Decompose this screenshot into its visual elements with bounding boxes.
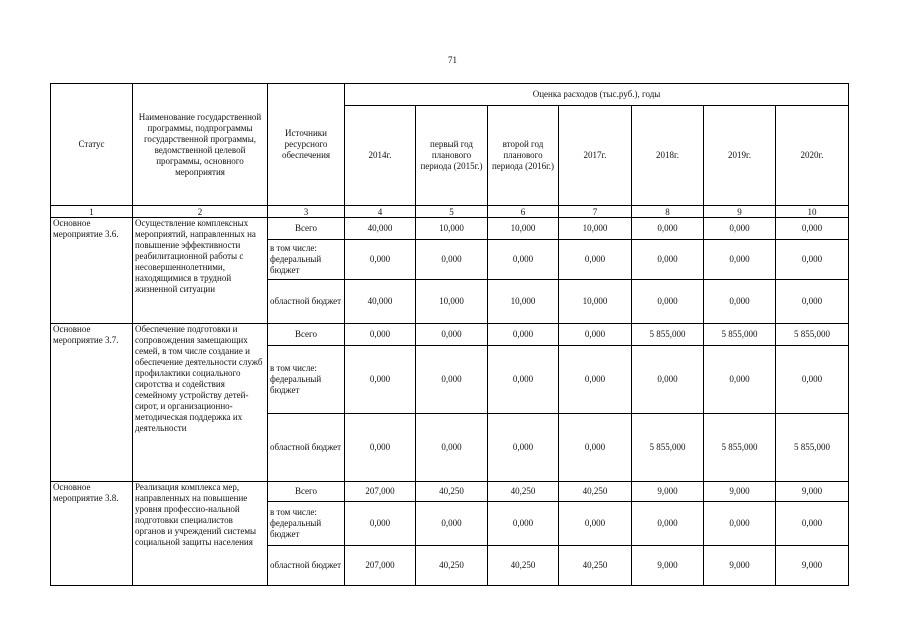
value-cell: 0,000 [559, 346, 632, 414]
funding-source: в том числе: федеральный бюджет [268, 240, 345, 280]
column-number: 7 [559, 206, 632, 218]
value-cell: 10,000 [559, 280, 632, 324]
value-cell: 0,000 [416, 414, 488, 482]
header-status: Статус [51, 84, 133, 206]
header-source: Источники ресурсного обеспечения [268, 84, 345, 206]
value-cell: 207,000 [345, 546, 416, 586]
value-cell: 9,000 [776, 546, 849, 586]
header-expense-group: Оценка расходов (тыс.руб.), годы [345, 84, 849, 106]
value-cell: 0,000 [704, 240, 776, 280]
funding-source: в том числе: федеральный бюджет [268, 502, 345, 546]
value-cell: 0,000 [345, 414, 416, 482]
funding-source: Всего [268, 482, 345, 502]
value-cell: 40,250 [416, 546, 488, 586]
value-cell: 0,000 [488, 346, 559, 414]
value-cell: 0,000 [416, 240, 488, 280]
column-number: 4 [345, 206, 416, 218]
value-cell: 10,000 [416, 280, 488, 324]
value-cell: 40,000 [345, 218, 416, 240]
value-cell: 5 855,000 [704, 414, 776, 482]
column-number: 6 [488, 206, 559, 218]
header-year: второй год планового периода (2016г.) [488, 106, 559, 206]
value-cell: 10,000 [488, 218, 559, 240]
value-cell: 10,000 [488, 280, 559, 324]
value-cell: 207,000 [345, 482, 416, 502]
value-cell: 0,000 [776, 218, 849, 240]
funding-source: областной бюджет [268, 414, 345, 482]
value-cell: 0,000 [632, 218, 704, 240]
column-number: 3 [268, 206, 345, 218]
header-name: Наименование государственной программы, подпрограммы государственной программы, ведомственной целевой программы, основного мероприятия [133, 84, 268, 206]
value-cell: 0,000 [632, 502, 704, 546]
header-year: первый год планового периода (2015г.) [416, 106, 488, 206]
value-cell: 5 855,000 [632, 324, 704, 346]
activity-status: Основное мероприятие 3.6. [51, 218, 133, 324]
value-cell: 0,000 [632, 240, 704, 280]
value-cell: 40,250 [488, 482, 559, 502]
header-year: 2017г. [559, 106, 632, 206]
activity-name: Обеспечение подготовки и сопровождения замещающих семей, в том числе создание и обеспечение деятельности служб профилактики социального сиротства и содействия семейному устройству детей-сирот, и организационно-методическая поддержка их деятельности [133, 324, 268, 482]
value-cell: 0,000 [416, 502, 488, 546]
column-number: 8 [632, 206, 704, 218]
column-number: 10 [776, 206, 849, 218]
table-row [51, 482, 849, 502]
value-cell: 0,000 [776, 346, 849, 414]
value-cell: 40,000 [345, 280, 416, 324]
value-cell: 9,000 [704, 482, 776, 502]
table-row [51, 218, 849, 240]
value-cell: 0,000 [704, 218, 776, 240]
value-cell: 0,000 [416, 346, 488, 414]
header-year: 2018г. [632, 106, 704, 206]
column-number: 5 [416, 206, 488, 218]
value-cell: 0,000 [559, 414, 632, 482]
value-cell: 0,000 [704, 502, 776, 546]
value-cell: 0,000 [559, 324, 632, 346]
value-cell: 0,000 [345, 240, 416, 280]
value-cell: 0,000 [488, 240, 559, 280]
funding-source: областной бюджет [268, 280, 345, 324]
value-cell: 5 855,000 [776, 324, 849, 346]
header-year: 2020г. [776, 106, 849, 206]
activity-status: Основное мероприятие 3.8. [51, 482, 133, 586]
value-cell: 0,000 [345, 346, 416, 414]
value-cell: 9,000 [776, 482, 849, 502]
value-cell: 0,000 [345, 502, 416, 546]
value-cell: 5 855,000 [704, 324, 776, 346]
value-cell: 9,000 [632, 482, 704, 502]
budget-table [50, 83, 849, 586]
value-cell: 0,000 [704, 346, 776, 414]
activity-name: Осуществление комплексных мероприятий, направленных на повышение эффективности реабилитационной работы с несовершеннолетними, находящимися в трудной жизненной ситуации [133, 218, 268, 324]
value-cell: 9,000 [632, 546, 704, 586]
value-cell: 9,000 [704, 546, 776, 586]
value-cell: 10,000 [559, 218, 632, 240]
value-cell: 40,250 [559, 482, 632, 502]
table-row [51, 324, 849, 346]
value-cell: 0,000 [704, 280, 776, 324]
value-cell: 5 855,000 [776, 414, 849, 482]
column-number: 2 [133, 206, 268, 218]
value-cell: 40,250 [559, 546, 632, 586]
value-cell: 10,000 [416, 218, 488, 240]
value-cell: 0,000 [416, 324, 488, 346]
funding-source: Всего [268, 324, 345, 346]
value-cell: 0,000 [488, 414, 559, 482]
value-cell: 5 855,000 [632, 414, 704, 482]
funding-source: Всего [268, 218, 345, 240]
value-cell: 0,000 [488, 324, 559, 346]
header-year: 2019г. [704, 106, 776, 206]
funding-source: в том числе: федеральный бюджет [268, 346, 345, 414]
page-number: 71 [448, 55, 457, 65]
value-cell: 0,000 [345, 324, 416, 346]
value-cell: 0,000 [559, 240, 632, 280]
activity-status: Основное мероприятие 3.7. [51, 324, 133, 482]
value-cell: 0,000 [776, 240, 849, 280]
header-year: 2014г. [345, 106, 416, 206]
value-cell: 0,000 [632, 346, 704, 414]
value-cell: 0,000 [776, 502, 849, 546]
value-cell: 0,000 [776, 280, 849, 324]
value-cell: 0,000 [632, 280, 704, 324]
column-number: 1 [51, 206, 133, 218]
value-cell: 0,000 [488, 502, 559, 546]
value-cell: 40,250 [416, 482, 488, 502]
funding-source: областной бюджет [268, 546, 345, 586]
value-cell: 40,250 [488, 546, 559, 586]
column-number: 9 [704, 206, 776, 218]
activity-name: Реализация комплекса мер, направленных на повышение уровня профессио-нальной подготовки специалистов органов и учреждений системы социальной защиты населения [133, 482, 268, 586]
value-cell: 0,000 [559, 502, 632, 546]
